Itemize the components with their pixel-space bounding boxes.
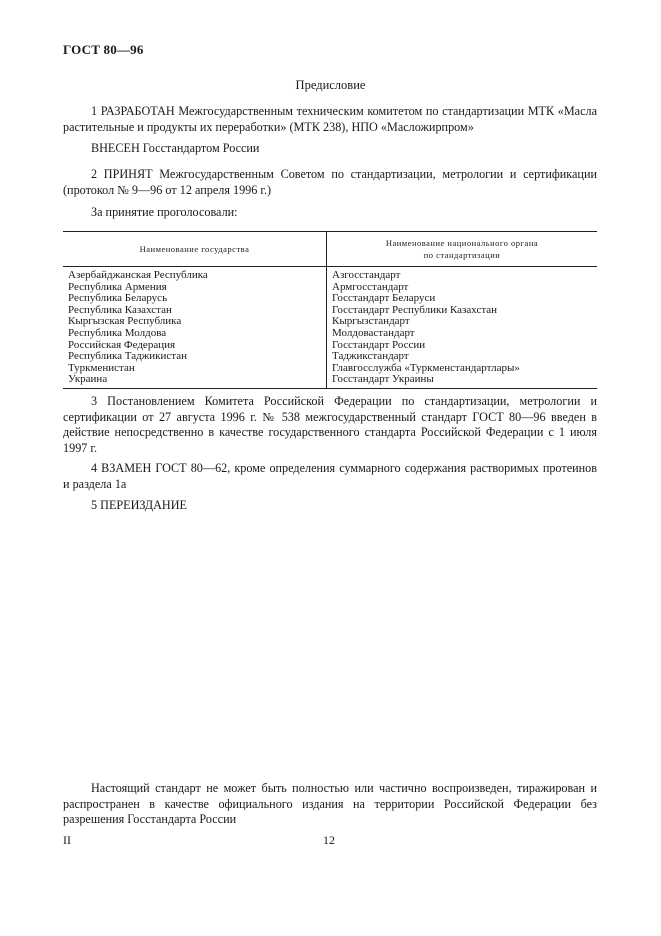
table-cell-state: Республика Беларусь <box>68 292 168 305</box>
page-left-mark: II <box>63 833 71 847</box>
table-body-row <box>63 267 597 389</box>
table-cell-standards-body: Госстандарт Украины <box>332 373 434 386</box>
paragraph-replaces-text: 4 ВЗАМЕН ГОСТ 80—62, кроме определения суммарного содержания растворимых протеинов и раздела 1а <box>63 461 597 491</box>
table-header-row <box>63 232 597 267</box>
copyright-note <box>63 781 597 828</box>
table-cell-state: Республика Армения <box>68 280 167 293</box>
paragraph-replaces <box>63 461 597 492</box>
table-cell-standards-body: Армгосстандарт <box>332 280 409 293</box>
doc-code-header: ГОСТ 80—96 <box>63 42 144 57</box>
table-cell-standards-body: Молдовастандарт <box>332 326 415 339</box>
table-cell-state: Республика Казахстан <box>68 303 172 316</box>
table-cell-standards-body: Госстандарт Республики Казахстан <box>332 303 498 316</box>
paragraph-adopted <box>63 167 597 198</box>
table-cell-standards-body: Главгосслужба «Туркменстандартлары» <box>332 361 520 374</box>
table-cell-state: Республика Молдова <box>68 326 167 339</box>
paragraph-reissue-text: 5 ПЕРЕИЗДАНИЕ <box>91 498 187 512</box>
copyright-note-text: Настоящий стандарт не может быть полностью или частично воспроизведен, тиражирован и распространен в качестве официального издания на территории Российской Федерации без разрешения Госстандарта России <box>63 781 597 827</box>
table-cell-standards-body: Кыргызстандарт <box>332 315 410 328</box>
column-header-state: Наименование государства <box>63 232 327 267</box>
column-header-standards-body <box>327 232 598 267</box>
paragraph-resolution <box>63 394 597 456</box>
paragraph-reissue <box>63 498 597 514</box>
table-cell-state: Республика Таджикистан <box>68 350 187 363</box>
paragraph-voted <box>63 205 597 221</box>
paragraph-developed <box>63 104 597 135</box>
table-cell-state: Туркменистан <box>68 361 135 374</box>
page-number: 12 <box>323 833 335 847</box>
table-cell-state: Российская Федерация <box>68 338 176 351</box>
paragraph-voted-text: За принятие проголосовали: <box>91 205 238 219</box>
table-cell-standards-body: Таджикстандарт <box>332 350 409 363</box>
paragraph-resolution-text: 3 Постановлением Комитета Российской Федерации по стандартизации, метрологии и сертификации от 27 августа 1996 г. № 538 межгосударственный стандарт ГОСТ 80—96 введен в действие непосредственно в качестве государственного стандарта Российской Федерации с 1 июля 1997 г. <box>63 394 597 455</box>
section-title: Предисловие <box>295 78 366 92</box>
paragraph-developed-text: 1 РАЗРАБОТАН Межгосударственным техническим комитетом по стандартизации МТК «Масла растительные и продукты их переработки» (МТК 238), НПО «Масложирпром» <box>63 104 597 134</box>
state-list <box>63 267 327 389</box>
table-cell-state: Украина <box>68 373 108 386</box>
column-header-standards-body-line2: по стандартизации <box>423 250 501 260</box>
table-cell-state: Азербайджанская Республика <box>68 269 208 281</box>
table-cell-standards-body: Азгосстандарт <box>332 269 401 281</box>
table-cell-standards-body: Госстандарт России <box>332 338 426 351</box>
paragraph-adopted-text: 2 ПРИНЯТ Межгосударственным Советом по стандартизации, метрологии и сертификации (протокол № 9—96 от 12 апреля 1996 г.) <box>63 167 597 197</box>
standards-body-list <box>327 267 598 389</box>
paragraph-introduced-text: ВНЕСЕН Госстандартом России <box>91 141 260 155</box>
table-cell-standards-body: Госстандарт Беларуси <box>332 292 436 305</box>
column-header-standards-body-line1: Наименование национального органа <box>385 238 539 248</box>
voting-states-table <box>63 231 597 389</box>
table-cell-state: Кыргызская Республика <box>68 315 182 328</box>
paragraph-introduced <box>63 141 597 157</box>
